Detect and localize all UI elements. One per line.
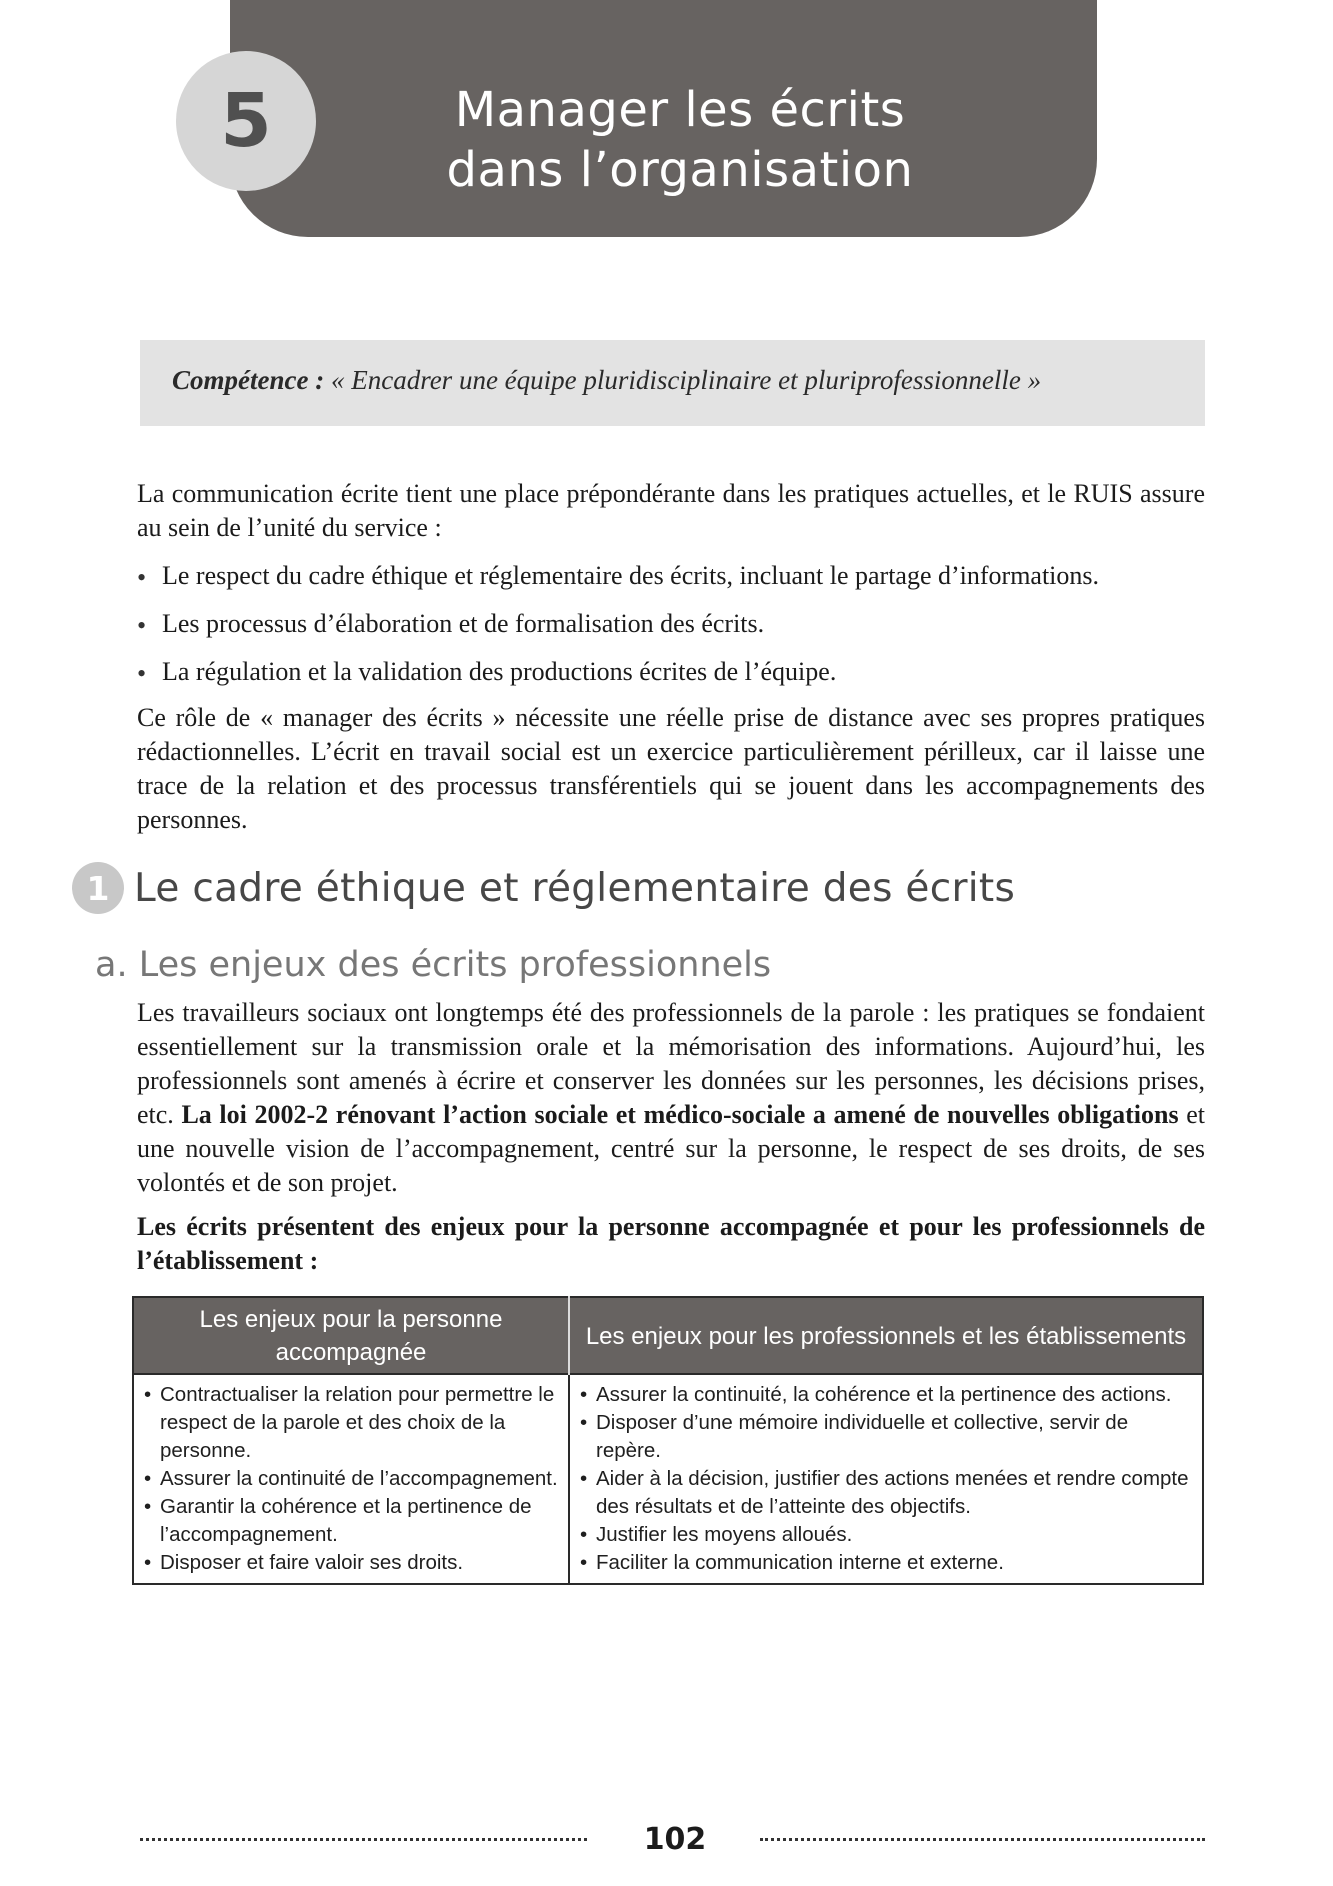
list-item: • Justifier les moyens alloués. bbox=[580, 1521, 1192, 1549]
list-item: • Faciliter la communication interne et externe. bbox=[580, 1549, 1192, 1577]
law-reference-bold: La loi 2002-2 rénovant l’action sociale et médico-sociale a amené de nouvelles obligations bbox=[181, 1100, 1179, 1129]
footer-dotted-rule-left bbox=[140, 1838, 587, 1841]
chapter-number-badge: 5 bbox=[176, 51, 316, 191]
list-item: • Aider à la décision, justifier des actions menées et rendre compte des résultats et de l’atteinte des objectifs. bbox=[580, 1465, 1192, 1521]
intro-bullet-list bbox=[137, 559, 1205, 689]
intro-bullet-item: • La régulation et la validation des productions écrites de l’équipe. bbox=[137, 655, 1205, 689]
list-item: • Contractualiser la relation pour permettre le respect de la parole et des choix de la personne. bbox=[144, 1381, 558, 1465]
section-heading bbox=[72, 862, 1015, 914]
chapter-title bbox=[360, 80, 1000, 200]
table-cell-personne bbox=[133, 1374, 569, 1584]
intro-bullet-item: • Les processus d’élaboration et de formalisation des écrits. bbox=[137, 607, 1205, 641]
intro-section bbox=[137, 477, 1205, 837]
list-item: • Assurer la continuité, la cohérence et la pertinence des actions. bbox=[580, 1381, 1192, 1409]
competence-label: Compétence : bbox=[172, 365, 325, 395]
intro-paragraph: La communication écrite tient une place prépondérante dans les pratiques actuelles, et le RUIS assure au sein de l’unité du service : bbox=[137, 479, 1205, 542]
list-item: • Disposer et faire valoir ses droits. bbox=[144, 1549, 558, 1577]
table-header-professionnels: Les enjeux pour les professionnels et les établissements bbox=[569, 1297, 1203, 1374]
section-number-badge: 1 bbox=[72, 862, 124, 914]
subsection-body bbox=[137, 996, 1205, 1278]
enjeux-intro: Les écrits présentent des enjeux pour la personne accompagnée et pour les professionnels de l’établissement : bbox=[137, 1212, 1205, 1275]
footer-dotted-rule-right bbox=[760, 1838, 1205, 1841]
table-header-personne: Les enjeux pour la personne accompagnée bbox=[133, 1297, 569, 1374]
list-item: • Garantir la cohérence et la pertinence de l’accompagnement. bbox=[144, 1493, 558, 1549]
subsection-paragraph bbox=[137, 996, 1205, 1200]
chapter-title-line2: dans l’organisation bbox=[446, 142, 914, 198]
subsection-title: a. Les enjeux des écrits professionnels bbox=[95, 945, 772, 985]
chapter-title-line1: Manager les écrits bbox=[454, 82, 906, 138]
competence-text: « Encadrer une équipe pluridisciplinaire et pluriprofessionnelle » bbox=[330, 365, 1042, 395]
intro-closing-paragraph: Ce rôle de « manager des écrits » nécessite une réelle prise de distance avec ses propres pratiques rédactionnelles. L’écrit en travail social est un exercice particulièrement périlleux, car il laisse une trace de la relation et des processus transférentiels qui se jouent dans les accompagnements des personnes. bbox=[137, 703, 1205, 834]
list-item: • Disposer d’une mémoire individuelle et collective, servir de repère. bbox=[580, 1409, 1192, 1465]
intro-bullet-item: • Le respect du cadre éthique et réglementaire des écrits, incluant le partage d’informations. bbox=[137, 559, 1205, 593]
paragraph-text: Les travailleurs sociaux ont longtemps été des professionnels de la parole : les pratiques se fondaient essentiellement sur la transmission orale et la mémorisation des informations. Aujourd’hui, les professionnels sont amenés à écrire et conserver les données sur les personnes, les décisions prises, etc. bbox=[137, 998, 1205, 1129]
competence-box bbox=[140, 340, 1205, 426]
list-item: • Assurer la continuité de l’accompagnement. bbox=[144, 1465, 558, 1493]
paragraph-text: et une nouvelle vision de l’accompagnement, centré sur la personne, le respect de ses droits, de ses volontés et de son projet. bbox=[137, 1100, 1205, 1197]
table-header-row bbox=[133, 1297, 1203, 1374]
section-title: Le cadre éthique et réglementaire des écrits bbox=[134, 865, 1016, 911]
competence-statement bbox=[172, 365, 1041, 396]
enjeux-list-professionnels bbox=[580, 1381, 1192, 1577]
table-cell-professionnels bbox=[569, 1374, 1203, 1584]
enjeux-list-personne bbox=[144, 1381, 558, 1577]
enjeux-table bbox=[132, 1296, 1204, 1585]
table-row bbox=[133, 1374, 1203, 1584]
page-number: 102 bbox=[643, 1822, 707, 1857]
